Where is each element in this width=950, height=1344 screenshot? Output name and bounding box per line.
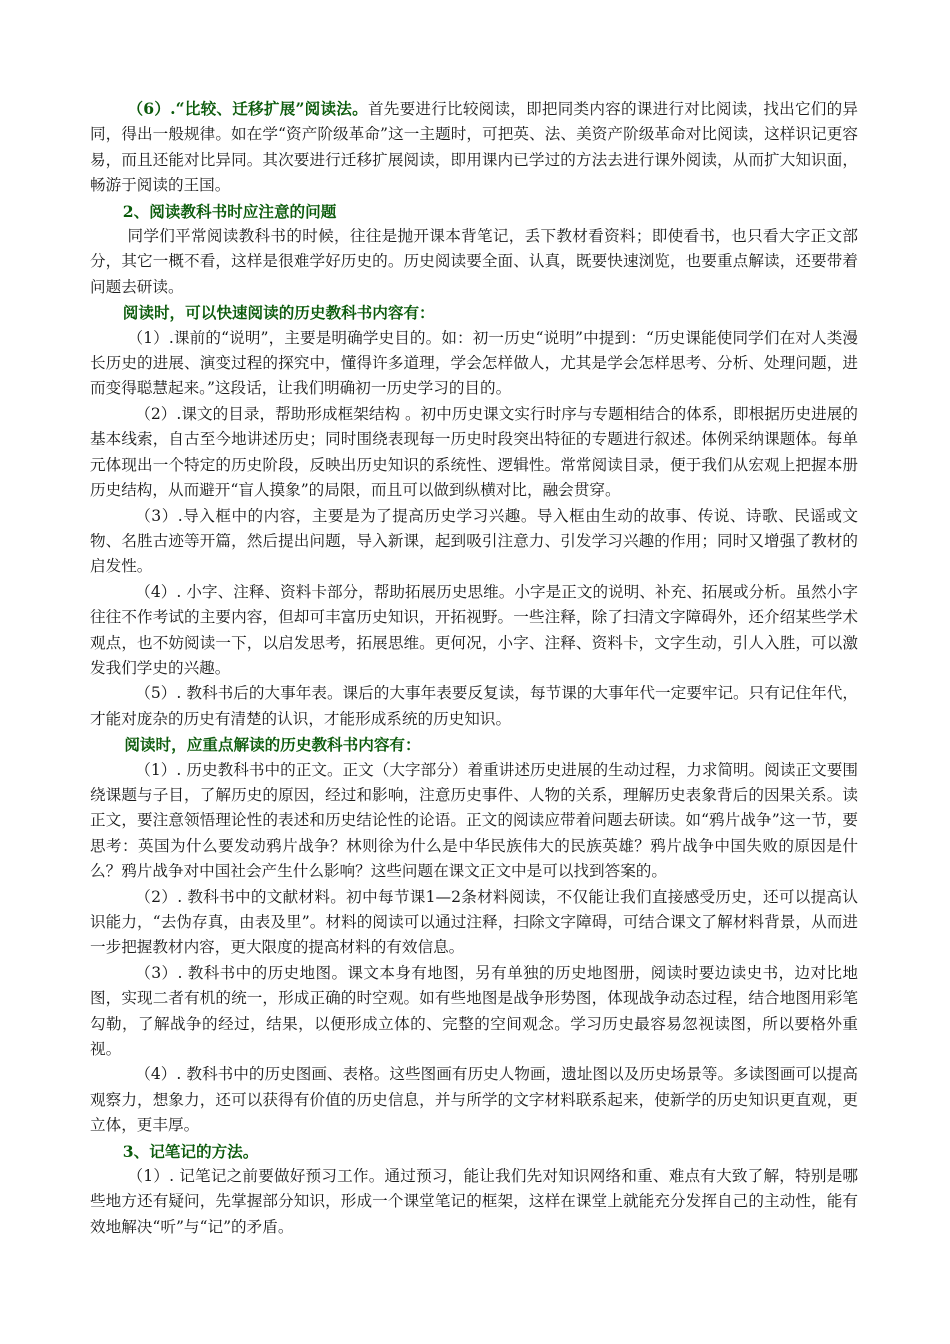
fast-item-3: （3）.导入框中的内容，主要是为了提高历史学习兴趣。导入框由生动的故事、传说、诗歌、民谣或文物、名胜古迹等开篇，然后提出问题，导入新课，起到吸引注意力、引发学习兴趣的作用；同时又增强了教材的启发性。 [90,506,858,576]
notes-item-1: （1）. 记笔记之前要做好预习工作。通过预习，能让我们先对知识网络和重、难点有大致了解，特别是哪些地方还有疑问，先掌握部分知识，形成一个课堂笔记的框架，这样在课堂上就能充分发挥自己的主动性，能有效地解决“听”与“记”的矛盾。 [90,1167,858,1236]
key-item-2: （2）. 教科书中的文献材料。初中每节课1—2条材料阅读，不仅能让我们直接感受历史，还可以提高认识能力，“去伪存真，由表及里”。材料的阅读可以通过注释，扫除文字障碍，可结合课文了解材料背景，从而进一步把握教材内容，更大限度的提高材料的有效信息。 [90,887,858,957]
fast-item-2: （2）.课文的目录，帮助形成框架结构 。初中历史课文实行时序与专题相结合的体系，即根据历史进展的基本线索，自古至今地讲述历史；同时围绕表现每一历史时段突出特征的专题进行叙述。体例采纳课题体。每单元体现出一个特定的历史阶段，反映出历史知识的系统性、逻辑性。常常阅读目录，便于我们从宏观上把握本册历史结构，从而避开“盲人摸象”的局限，而且可以做到纵横对比，融会贯穿。 [90,404,858,500]
fast-reading-heading: 阅读时，可以快速阅读的历史教科书内容有： [122,303,435,323]
fast-item-1: （1）.课前的“说明”，主要是明确学史目的。如：初一历史“说明”中提到：“历史课能使同学们在对人类漫长历史的进展、演变过程的探究中，懂得许多道理，学会怎样做人，尤其是学会怎样思考、分析、处理问题，进而变得聪慧起来。”这段话，让我们明确初一历史学习的目的。 [90,328,858,398]
intro-paragraph: 同学们平常阅读教科书的时候，往往是抛开课本背笔记，丢下教材看资料；即使看书，也只看大字正文部分，其它一概不看，这样是很难学好历史的。历史阅读要全面、认真，既要快速浏览，也要重点解读，还要带着问题去研读。 [90,227,858,296]
key-item-1: （1）. 历史教科书中的正文。正文（大字部分）着重讲述历史进展的生动过程，力求简明。阅读正文要围绕课题与子目，了解历史的原因，经过和影响，注意历史事件、人物的关系，理解历史表象背后的因果关系。读正文，要注意领悟理论性的表述和历史结论性的论语。正文的阅读应带着问题去研读。如“鸦片战争”这一节，要思考：英国为什么要发动鸦片战争？林则徐为什么是中华民族伟大的民族英雄？鸦片战争中国失败的原因是什么？鸦片战争对中国社会产生什么影响？这些问题在课文正文中是可以找到答案的。 [90,760,858,881]
key-reading-heading: 阅读时，应重点解读的历史教科书内容有： [124,735,421,755]
key-item-3: （3）. 教科书中的历史地图。课文本身有地图，另有单独的历史地图册，阅读时要边读史书，边对比地图，实现二者有机的统一，形成正确的时空观。如有些地图是战争形势图，体现战争动态过程，结合地图用彩笔勾勒，了解战争的经过，结果，以便形成立体的、完整的空间观念。学习历史最容易忽视读图，所以要格外重视。 [90,963,858,1059]
document-page [90,96,858,1240]
fast-item-5: （5）. 教科书后的大事年表。课后的大事年表要反复读，每节课的大事年代一定要牢记。只有记住年代，才能对庞杂的历史有清楚的认识，才能形成系统的历史知识。 [90,684,858,728]
method-6-body: 首先要进行比较阅读，即把同类内容的课进行对比阅读，找出它们的异同，得出一般规律。如在学“资产阶级革命”这一主题时，可把英、法、美资产阶级革命对比阅读，这样识记更容易，而且还能对比异同。其次要进行迁移扩展阅读，即用课内已学过的方法去进行课外阅读，从而扩大知识面，畅游于阅读的王国。 [90,100,858,195]
method-6-title: （6）.“比较、迁移扩展”阅读法。 [127,99,368,118]
section-heading-2: 2、阅读教科书时应注意的问题 [122,201,337,221]
key-item-4: （4）. 教科书中的历史图画、表格。这些图画有历史人物画，遗址图以及历史场景等。多读图画可以提高观察力，想象力，还可以获得有价值的历史信息，并与所学的文字材料联系起来，使新学的历史知识更直观，更立体，更丰厚。 [90,1065,858,1135]
section-heading-3: 3、记笔记的方法。 [122,1141,259,1161]
fast-item-4: （4）. 小字、注释、资料卡部分，帮助拓展历史思维。小字是正文的说明、补充、拓展或分析。虽然小字往往不作考试的主要内容，但却可丰富历史知识，开拓视野。一些注释，除了扫清文字障碍外，还介绍某些学术观点，也不妨阅读一下，以启发思考，拓展思维。更何况，小字、注释、资料卡，文字生动，引人入胜，可以激发我们学史的兴趣。 [90,582,858,677]
paragraph-method-6 [90,96,858,199]
